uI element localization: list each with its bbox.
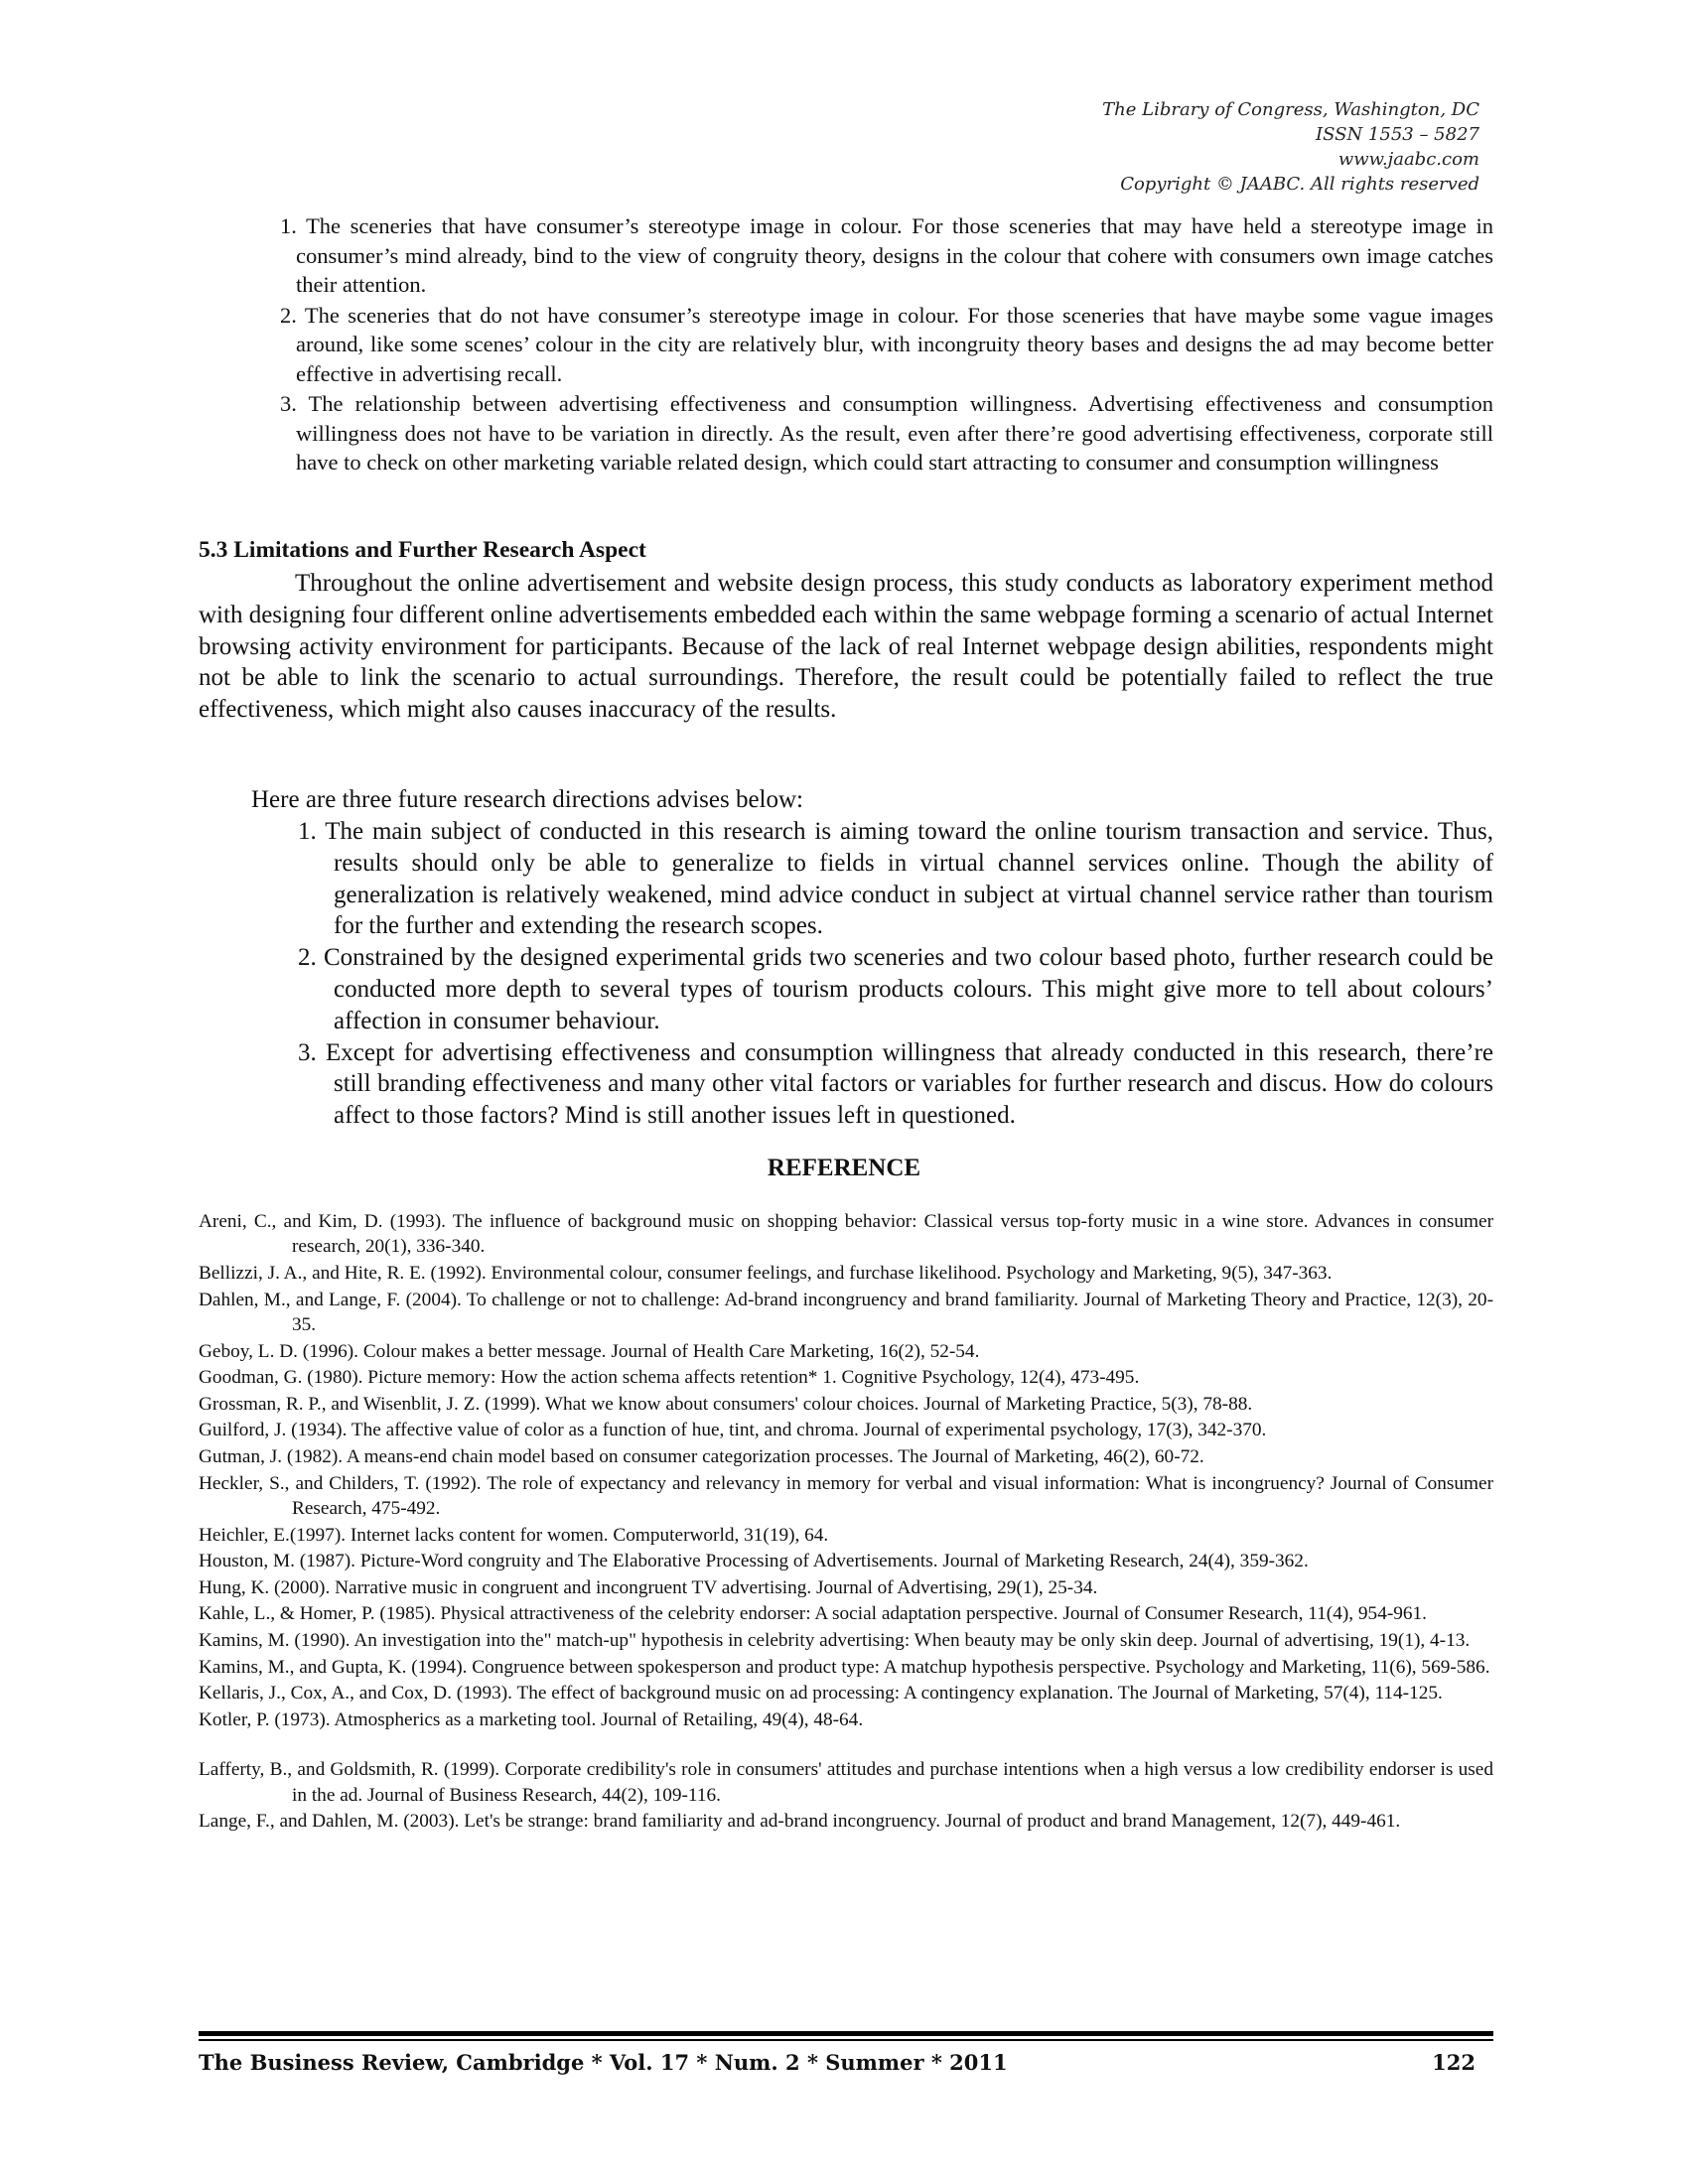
list-item: 1. The sceneries that have consumer’s stereotype image in colour. For those sceneries that may have held a stereotype image in consumer’s mind already, bind to the view of congruity theory, designs in the colour that cohere with consumers own image catches their attention.	[280, 213, 1493, 297]
reference-item: Dahlen, M., and Lange, F. (2004). To challenge or not to challenge: Ad-brand incongruency and brand familiarity. Journal of Marketing Theory and Practice, 12(3), 20-35.	[199, 1289, 1493, 1335]
reference-item: Gutman, J. (1982). A means-end chain model based on consumer categorization processes. The Journal of Marketing, 46(2), 60-72.	[199, 1445, 1204, 1467]
reference-item: Houston, M. (1987). Picture-Word congruity and The Elaborative Processing of Advertisements. Journal of Marketing Research, 24(4), 359-362.	[199, 1551, 1309, 1572]
header-link[interactable]: www.jaabc.com	[1337, 149, 1479, 170]
reference-item: Grossman, R. P., and Wisenblit, J. Z. (1999). What we know about consumers' colour choices. Journal of Marketing Practice, 5(3), 78-88.	[199, 1393, 1253, 1415]
reference-item: Lange, F., and Dahlen, M. (2003). Let's be strange: brand familiarity and ad-brand incongruency. Journal of product and brand Management, 12(7), 449-461.	[199, 1811, 1401, 1833]
list-item: 1. The main subject of conducted in this research is aiming toward the online tourism transaction and service. Thus, results should only be able to generalize to fields in virtual channel services online. Though the ability of generalization is relatively weakened, mind advice conduct in subject at virtual channel service rather than tourism for the further and extending the research scopes.	[298, 818, 1493, 940]
reference-item: Heckler, S., and Childers, T. (1992). The role of expectancy and relevancy in memory for verbal and visual information: What is incongruency? Journal of Consumer Research, 475-492.	[199, 1472, 1493, 1519]
reference-item: Kahle, L., & Homer, P. (1985). Physical attractiveness of the celebrity endorser: A social adaptation perspective. Journal of Consumer Research, 11(4), 954-961.	[199, 1603, 1427, 1625]
footer-rule-thick	[199, 2031, 1493, 2036]
references-heading: REFERENCE	[767, 1155, 921, 1181]
list-item: 3. Except for advertising effectiveness and consumption willingness that already conducted in this research, there’re still branding effectiveness and many other vital factors or variables for further research and discus. How do colours affect to those factors? Mind is still another issues left in questioned.	[298, 1038, 1493, 1130]
reference-item: Guilford, J. (1934). The affective value of color as a function of hue, tint, and chroma. Journal of experimental psychology, 17(3), 342-370.	[199, 1420, 1267, 1441]
reference-item: Kellaris, J., Cox, A., and Cox, D. (1993). The effect of background music on ad processing: A contingency explanation. The Journal of Marketing, 57(4), 114-125.	[199, 1683, 1443, 1705]
reference-item: Kamins, M., and Gupta, K. (1994). Congruence between spokesperson and product type: A matchup hypothesis perspective. Psychology and Marketing, 11(6), 569-586.	[199, 1656, 1490, 1678]
research-directions-list	[298, 816, 1493, 1132]
findings-list	[280, 211, 1493, 478]
reference-item: Areni, C., and Kim, D. (1993). The influence of background music on shopping behavior: Classical versus top-forty music in a wine store. Advances in consumer research, 20(1), 336-340.	[199, 1211, 1493, 1258]
reference-item: Geboy, L. D. (1996). Colour makes a better message. Journal of Health Care Marketing, 16(2), 52-54.	[199, 1340, 980, 1362]
body-paragraph: Throughout the online advertisement and website design process, this study conducts as laboratory experiment method with designing four different online advertisements embedded each within the same webpage forming a scenario of actual Internet browsing activity environment for participants. Because of the lack of real Internet webpage design abilities, respondents might not be able to link the scenario to actual surroundings. Therefore, the result could be potentially failed to reflect the true effectiveness, which might also causes inaccuracy of the results.	[199, 570, 1493, 724]
page-footer	[199, 2050, 1493, 2080]
reference-item: Kamins, M. (1990). An investigation into the" match-up" hypothesis in celebrity advertising: When beauty may be only skin deep. Journal of advertising, 19(1), 4-13.	[199, 1629, 1471, 1651]
footer-rule-thin	[199, 2039, 1493, 2041]
directions-intro: Here are three future research directions advises below:	[251, 786, 803, 813]
list-item: 3. The relationship between advertising effectiveness and consumption willingness. Advertising effectiveness and consumption willingness does not have to be variation in directly. As the result, even after there’re good advertising effectiveness, corporate still have to check on other marketing variable related design, which could start attracting to consumer and consumption willingness	[280, 391, 1493, 475]
section-heading: 5.3 Limitations and Further Research Aspect	[199, 537, 646, 563]
running-header	[1102, 97, 1479, 197]
journal-citation: The Business Review, Cambridge * Vol. 17 * Num. 2 * Summer * 2011	[199, 2050, 1008, 2075]
reference-item: Bellizzi, J. A., and Hite, R. E. (1992). Environmental colour, consumer feelings, and furchase likelihood. Psychology and Marketing, 9(5), 347-363.	[199, 1263, 1333, 1284]
header-line: Copyright © JAABC. All rights reserved	[1120, 174, 1479, 195]
reference-item: Heichler, E.(1997). Internet lacks content for women. Computerworld, 31(19), 64.	[199, 1524, 829, 1546]
list-item: 2. Constrained by the designed experimental grids two sceneries and two colour based photo, further research could be conducted more depth to several types of tourism products colours. This might give more to tell about colours’ affection in consumer behaviour.	[298, 944, 1493, 1034]
page-number: 122	[1432, 2050, 1476, 2075]
reference-item: Goodman, G. (1980). Picture memory: How the action schema affects retention* 1. Cognitive Psychology, 12(4), 473-495.	[199, 1367, 1140, 1389]
list-item: 2. The sceneries that do not have consumer’s stereotype image in colour. For those sceneries that have maybe some vague images around, like some scenes’ colour in the city are relatively blur, with incongruity theory bases and designs the ad may become better effective in advertising recall.	[280, 302, 1493, 386]
reference-list	[199, 1209, 1493, 1836]
header-line: ISSN 1553 – 5827	[1316, 124, 1479, 145]
reference-item: Hung, K. (2000). Narrative music in congruent and incongruent TV advertising. Journal of Advertising, 29(1), 25-34.	[199, 1576, 1098, 1598]
reference-item: Kotler, P. (1973). Atmospherics as a marketing tool. Journal of Retailing, 49(4), 48-64.	[199, 1708, 864, 1730]
header-line: The Library of Congress, Washington, DC	[1102, 99, 1479, 120]
reference-item: Lafferty, B., and Goldsmith, R. (1999). Corporate credibility's role in consumers' attitudes and purchase intentions when a high versus a low credibility endorser is used in the ad. Journal of Business Research, 44(2), 109-116.	[199, 1759, 1493, 1806]
